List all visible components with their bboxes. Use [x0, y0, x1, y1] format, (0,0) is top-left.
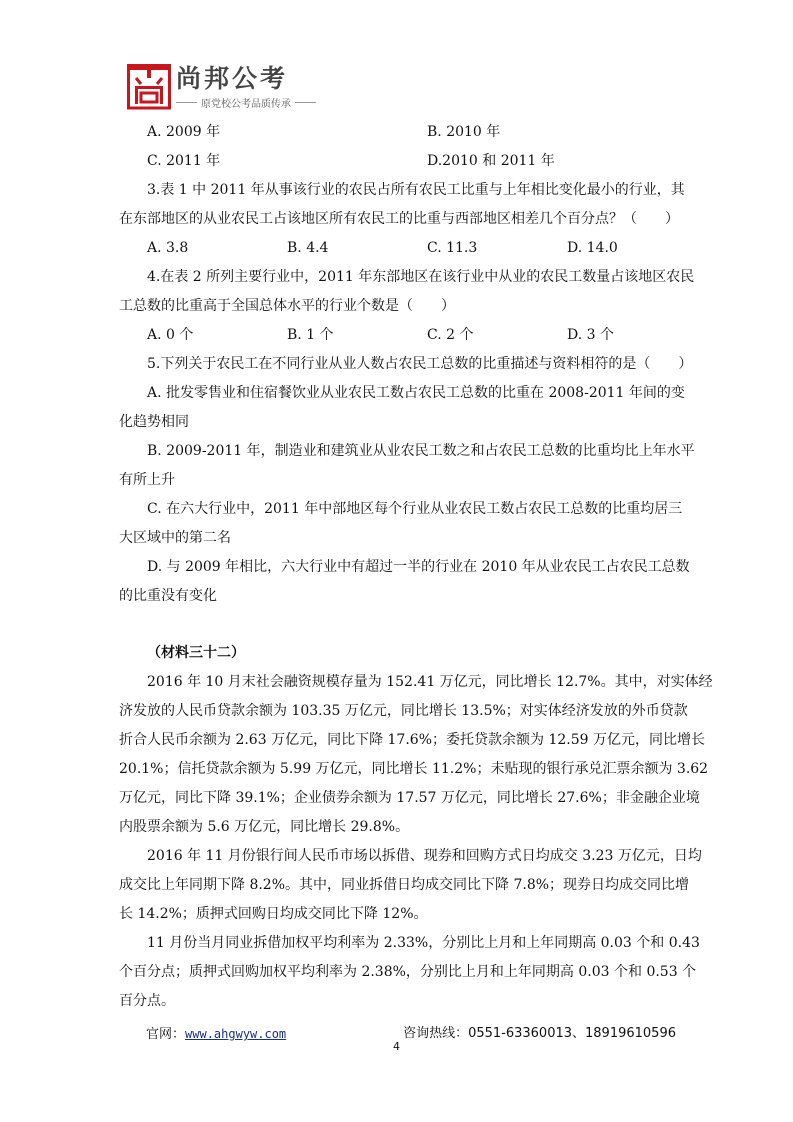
logo-slogan-text: 原党校公考品质传承 [201, 99, 291, 110]
q2-option-d: D.2010 和 2011 年 [427, 153, 555, 169]
q5-option-c-text-1: C. 在六大行业中，2011 年中部地区每个行业从业农民工数占农民工总数的比重均居三 [147, 501, 683, 517]
footer-site-link[interactable]: www.ahgwyw.com [185, 1027, 287, 1041]
text-line [119, 668, 713, 697]
text-span: 济发放的人民币贷款余额为 103.35 万亿元，同比增长 13.5%；对实体经济发放的外币贷款 [119, 703, 688, 719]
q2-option-c: C. 2011 年 [147, 153, 221, 169]
text-span: 2016 年 11 月份银行间人民币市场以拆借、现券和回购方式日均成交 3.23 万亿元，日均 [147, 848, 702, 864]
q5-option-b-line-2 [119, 466, 675, 495]
material-title [119, 639, 675, 668]
text-span: 个百分点；质押式回购加权平均利率为 2.38%，分别比上月和上年同期高 0.03 个和 0.53 个 [119, 964, 697, 980]
logo-name: 尚邦公考 [176, 64, 289, 93]
q5-option-a-line-1 [119, 379, 685, 408]
q5-option-d-line-1 [119, 553, 690, 582]
q3-options [119, 234, 675, 263]
q3-stem-line-2 [119, 205, 679, 234]
q3-option-d: D. 14.0 [567, 240, 618, 256]
shang-seal-icon [127, 64, 171, 110]
text-line [119, 958, 697, 987]
text-line [119, 697, 688, 726]
page-number: 4 [393, 1040, 400, 1053]
divider [295, 102, 316, 103]
text-line [119, 813, 675, 842]
text-line [119, 900, 675, 929]
material-paragraph-3 [119, 929, 700, 1016]
material-paragraph-2 [119, 842, 702, 929]
text-span: 20.1%；信托贷款余额为 5.99 万亿元，同比增长 11.2%；未贴现的银行承兑汇票余额为 3.62 [119, 761, 709, 777]
q3-option-b: B. 4.4 [287, 240, 329, 256]
q2-options-row-1 [119, 118, 675, 147]
q5-stem [119, 350, 693, 379]
q2-options-row-2 [119, 147, 675, 176]
q4-option-c: C. 2 个 [427, 327, 474, 343]
text-line [119, 987, 675, 1016]
q2-option-a: A. 2009 年 [147, 124, 221, 140]
text-span: 成交比上年同期下降 8.2%。其中，同业拆借日均成交同比下降 7.8%；现券日均成交同比增 [119, 877, 690, 893]
q4-stem-text-2: 工总数的比重高于全国总体水平的行业个数是（ ） [119, 298, 455, 314]
material-paragraph-1 [119, 668, 713, 842]
text-span: 折合人民币余额为 2.63 万亿元，同比下降 17.6%；委托贷款余额为 12.59 万亿元，同比增长 [119, 732, 705, 748]
q2-option-b: B. 2010 年 [427, 124, 501, 140]
page-content [119, 118, 713, 1016]
text-span: 11 月份当月同业拆借加权平均利率为 2.33%，分别比上月和上年同期高 0.03 个和 0.43 [147, 935, 700, 951]
q3-stem-text-1: 3.表 1 中 2011 年从事该行业的农民占所有农民工比重与上年相比变化最小的行业，其 [147, 182, 685, 198]
footer-hotline: 咨询热线：0551-63360013、18919610596 [403, 1026, 676, 1041]
q5-option-b-line-1 [119, 437, 695, 466]
q3-stem-line-1 [119, 176, 685, 205]
q5-stem-text: 5.下列关于农民工在不同行业从业人数占农民工总数的比重描述与资料相符的是（ ） [147, 356, 693, 372]
q5-option-d-line-2 [119, 582, 675, 611]
q3-option-a: A. 3.8 [147, 240, 189, 256]
q5-option-a-text-2: 化趋势相同 [119, 414, 189, 430]
footer-site-label: 官网： [146, 1027, 186, 1042]
q4-option-b: B. 1 个 [287, 327, 334, 343]
q4-option-a: A. 0 个 [147, 327, 194, 343]
logo-slogan [176, 95, 316, 110]
q4-stem-line-1 [119, 263, 695, 292]
text-line [119, 929, 700, 958]
q5-option-b-text-1: B. 2009-2011 年，制造业和建筑业从业农民工数之和占农民工总数的比重均比上年水平 [147, 443, 695, 459]
q5-option-c-line-2 [119, 524, 675, 553]
header-logo [127, 64, 327, 112]
divider [176, 102, 197, 103]
text-line [119, 755, 709, 784]
q5-option-a-line-2 [119, 408, 675, 437]
text-line [119, 726, 705, 755]
q5-option-d-text-2: 的比重没有变化 [119, 588, 217, 604]
q3-stem-text-2: 在东部地区的从业农民工占该地区所有农民工的比重与西部地区相差几个百分点？（ ） [119, 211, 679, 227]
q5-option-c-line-1 [119, 495, 683, 524]
q5-option-d-text-1: D. 与 2009 年相比，六大行业中有超过一半的行业在 2010 年从业农民工占农民工总数 [147, 559, 690, 575]
q5-option-a-text-1: A. 批发零售业和住宿餐饮业从业农民工数占农民工总数的比重在 2008-2011 年间的变 [147, 385, 685, 401]
text-line [119, 784, 700, 813]
text-span: 内股票余额为 5.6 万亿元，同比增长 29.8%。 [119, 819, 410, 835]
q5-option-b-text-2: 有所上升 [119, 472, 175, 488]
q4-options [119, 321, 675, 350]
text-span: 万亿元，同比下降 39.1%；企业债券余额为 17.57 万亿元，同比增长 27.6%；非金融企业境 [119, 790, 700, 806]
q4-stem-text-1: 4.在表 2 所列主要行业中，2011 年东部地区在该行业中从业的农民工数量占该地区农民 [147, 269, 695, 285]
q3-option-c: C. 11.3 [427, 240, 478, 256]
material-title-text: （材料三十二） [147, 645, 245, 661]
q4-stem-line-2 [119, 292, 675, 321]
text-span: 2016 年 10 月末社会融资规模存量为 152.41 万亿元，同比增长 12.7%。其中，对实体经 [147, 674, 713, 690]
text-span: 长 14.2%；质押式回购日均成交同比下降 12%。 [119, 906, 428, 922]
text-line [119, 842, 702, 871]
text-span: 百分点。 [119, 993, 175, 1009]
q4-option-d: D. 3 个 [567, 327, 614, 343]
text-line [119, 871, 690, 900]
q5-option-c-text-2: 大区域中的第二名 [119, 530, 231, 546]
